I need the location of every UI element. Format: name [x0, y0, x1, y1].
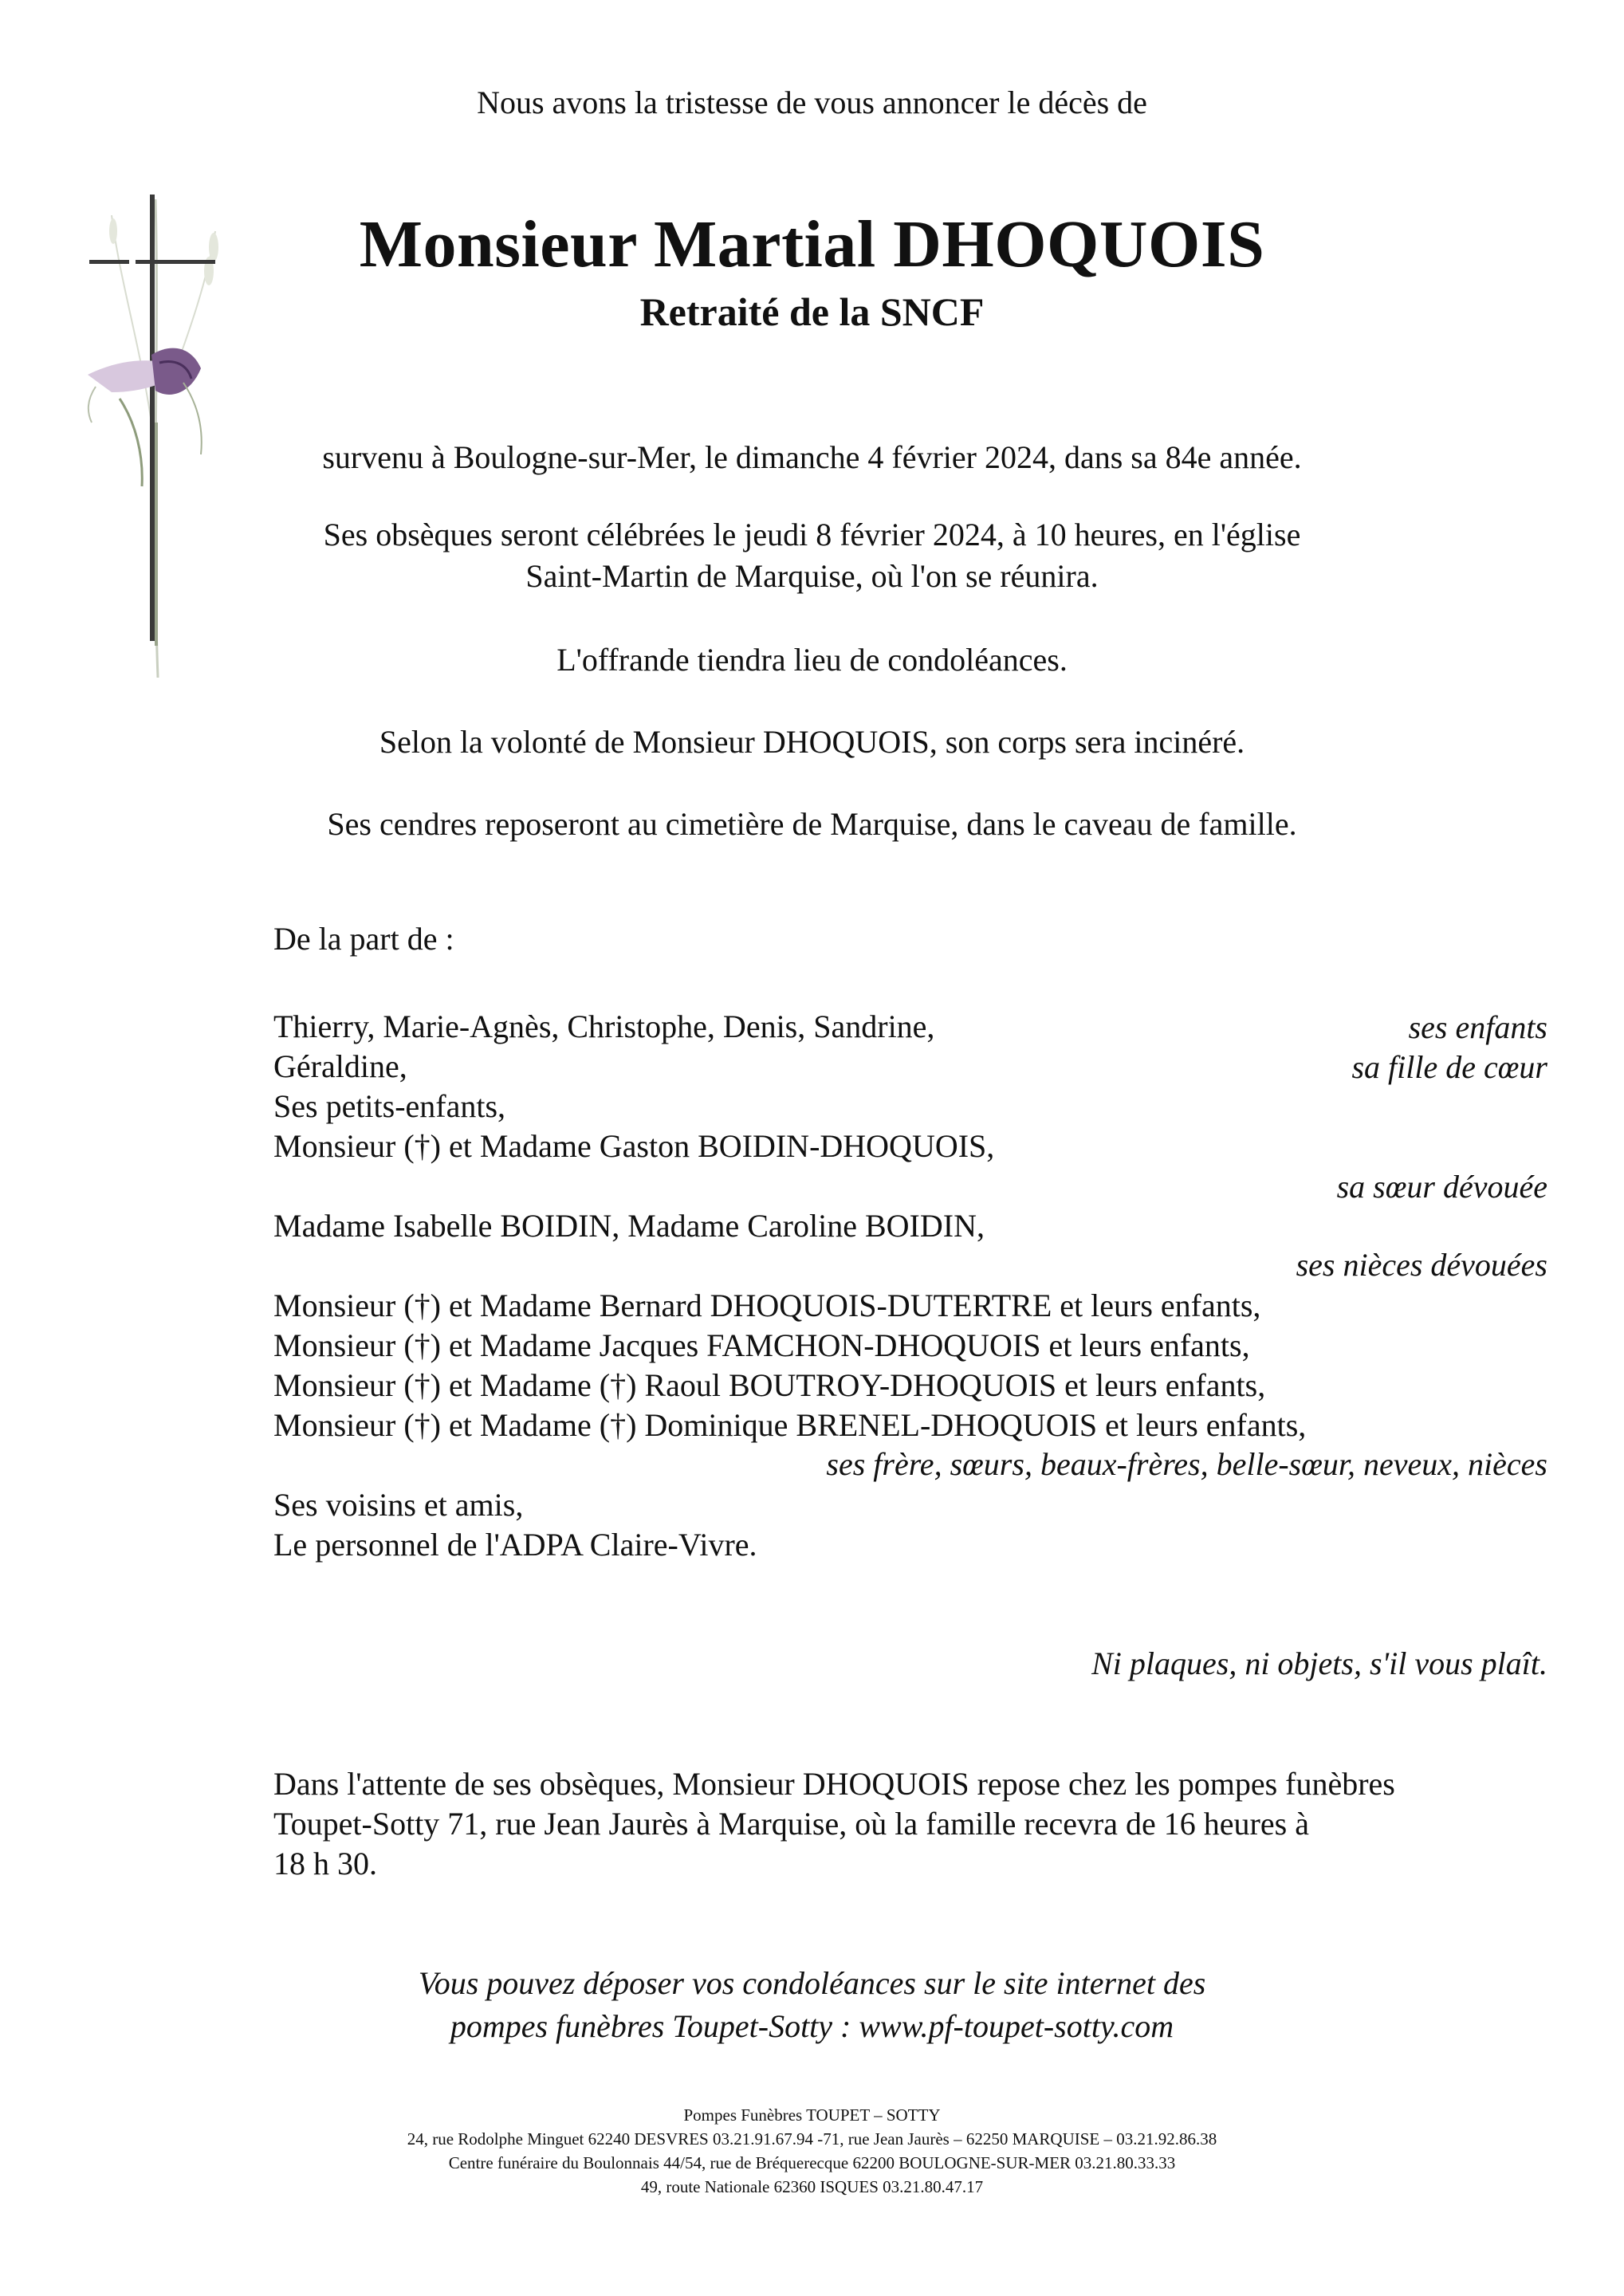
- relation-label: ses frère, sœurs, beaux-frères, belle-sœur, neveux, nièces: [826, 1446, 1547, 1482]
- condolences-line-1: Vous pouvez déposer vos condoléances sur le site internet des: [418, 1965, 1206, 2001]
- offering-notice: L'offrande tiendra lieu de condoléances.: [556, 642, 1068, 678]
- visitation-line-1: Dans l'attente de ses obsèques, Monsieur DHOQUOIS repose chez les pompes funèbres: [273, 1766, 1395, 1802]
- family-line: Thierry, Marie-Agnès, Christophe, Denis, Sandrine,: [273, 1008, 935, 1044]
- footer-address-1: 24, rue Rodolphe Minguet 62240 DESVRES 03.21.91.67.94 -71, rue Jean Jaurès – 62250 MARQUISE – 03.21.92.86.38: [407, 2129, 1217, 2149]
- family-line: Monsieur (†) et Madame (†) Dominique BRENEL-DHOQUOIS et leurs enfants,: [273, 1407, 1307, 1443]
- family-heading: De la part de :: [273, 921, 454, 957]
- cremation-notice: Selon la volonté de Monsieur DHOQUOIS, son corps sera incinéré.: [379, 724, 1245, 760]
- family-line: Monsieur (†) et Madame Bernard DHOQUOIS-DUTERTRE et leurs enfants,: [273, 1288, 1261, 1323]
- death-notice: survenu à Boulogne-sur-Mer, le dimanche 4 février 2024, dans sa 84e année.: [322, 439, 1302, 475]
- funeral-line-2: Saint-Martin de Marquise, où l'on se réunira.: [525, 558, 1099, 594]
- family-line: Monsieur (†) et Madame Jacques FAMCHON-DHOQUOIS et leurs enfants,: [273, 1327, 1250, 1363]
- relation-label: ses nièces dévouées: [1296, 1247, 1547, 1283]
- family-line: Ses petits-enfants,: [273, 1088, 506, 1124]
- condolences-line-2: pompes funèbres Toupet-Sotty : www.pf-toupet-sotty.com: [450, 2008, 1174, 2044]
- family-line: Monsieur (†) et Madame (†) Raoul BOUTROY-DHOQUOIS et leurs enfants,: [273, 1367, 1266, 1403]
- family-line: Ses voisins et amis,: [273, 1487, 524, 1523]
- ashes-notice: Ses cendres reposeront au cimetière de Marquise, dans le caveau de famille.: [327, 806, 1297, 842]
- visitation-line-3: 18 h 30.: [273, 1846, 377, 1881]
- footer-company: Pompes Funèbres TOUPET – SOTTY: [683, 2105, 941, 2125]
- deceased-title: Retraité de la SNCF: [639, 289, 985, 334]
- relation-label: ses enfants: [1408, 1009, 1547, 1045]
- family-line: Géraldine,: [273, 1048, 407, 1084]
- no-flowers-notice: Ni plaques, ni objets, s'il vous plaît.: [1091, 1645, 1547, 1681]
- family-line: Le personnel de l'ADPA Claire-Vivre.: [273, 1527, 757, 1563]
- relation-label: sa fille de cœur: [1351, 1049, 1547, 1085]
- footer-address-2: Centre funéraire du Boulonnais 44/54, rue de Bréquerecque 62200 BOULOGNE-SUR-MER 03.21.80.33.33: [448, 2153, 1176, 2172]
- funeral-line-1: Ses obsèques seront célébrées le jeudi 8 février 2024, à 10 heures, en l'église: [323, 517, 1301, 552]
- footer-address-3: 49, route Nationale 62360 ISQUES 03.21.80.47.17: [640, 2177, 984, 2196]
- deceased-name: Monsieur Martial DHOQUOIS: [359, 207, 1265, 281]
- family-line: Madame Isabelle BOIDIN, Madame Caroline BOIDIN,: [273, 1208, 985, 1244]
- intro-text: Nous avons la tristesse de vous annoncer le décès de: [477, 85, 1147, 120]
- relation-label: sa sœur dévouée: [1336, 1169, 1547, 1205]
- visitation-line-2: Toupet-Sotty 71, rue Jean Jaurès à Marquise, où la famille recevra de 16 heures à: [273, 1806, 1309, 1842]
- family-line: Monsieur (†) et Madame Gaston BOIDIN-DHOQUOIS,: [273, 1128, 995, 1164]
